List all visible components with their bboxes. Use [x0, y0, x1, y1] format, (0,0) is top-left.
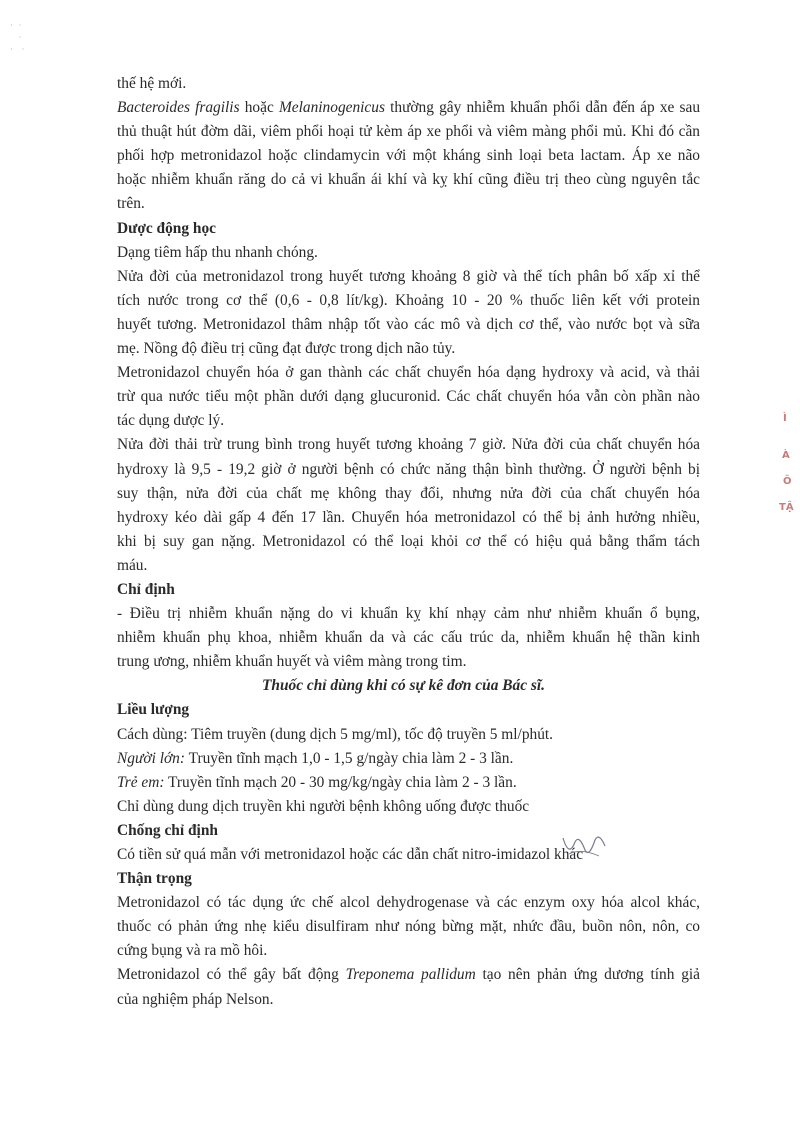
text-line — [117, 458, 700, 482]
text-line — [117, 144, 700, 168]
text-line — [117, 265, 700, 289]
text-line — [117, 72, 700, 96]
text-line — [117, 168, 700, 192]
text-span: trung ương, nhiễm khuẩn huyết và viêm màng trong tim. — [117, 653, 467, 671]
text-span: hoặc nhiễm khuẩn răng do cả vi khuẩn ái khí và kỵ khí cũng điều trị theo cùng nguyên tắc — [117, 171, 700, 189]
text-line — [117, 337, 700, 361]
text-span: của nghiệm pháp Nelson. — [117, 990, 274, 1008]
text-span: Thuốc chỉ dùng khi có sự kê đơn của Bác sĩ. — [262, 677, 545, 695]
text-span: thủ thuật hút đờm dãi, viêm phổi hoại tử kèm áp xe phổi và viêm màng phổi mủ. Khi đó cần — [117, 123, 700, 141]
section-heading — [117, 578, 700, 602]
text-line — [117, 433, 700, 457]
text-span: Metronidazol có thể gây bất động — [117, 966, 346, 984]
text-line — [117, 626, 700, 650]
section-heading — [117, 698, 700, 722]
text-span: Cách dùng: Tiêm truyền (dung dịch 5 mg/ml), tốc độ truyền 5 ml/phút. — [117, 725, 554, 743]
text-line — [117, 723, 700, 747]
text-line — [117, 409, 700, 433]
text-line — [117, 241, 700, 265]
text-span: huyết tương. Metronidazol thâm nhập tốt vào các mô và dịch cơ thể, vào nước bọt và sữa — [117, 315, 700, 333]
document-body — [117, 72, 700, 1012]
text-line — [117, 963, 700, 987]
text-line — [117, 313, 700, 337]
text-line — [117, 530, 700, 554]
section-heading — [117, 217, 700, 241]
stamp-mark-1: Ì — [783, 413, 787, 424]
text-line — [117, 361, 700, 385]
italic-text: Người lớn: — [117, 749, 186, 767]
text-line — [117, 795, 700, 819]
text-span: Chống chỉ định — [117, 821, 218, 839]
text-span: thuốc có phản ứng nhẹ kiểu disulfiram như nóng bừng mặt, nhức đầu, buồn nôn, nôn, co — [117, 918, 700, 936]
italic-text: Trẻ em: — [117, 773, 165, 791]
text-span: hydroxy kéo dài gấp 4 đến 17 lần. Chuyển hóa metronidazol có thể bị ảnh hưởng nhiều, — [117, 508, 700, 526]
text-span: thường gây nhiễm khuẩn phổi dẫn đến áp xe sau — [384, 99, 701, 117]
text-span: thế hệ mới. — [117, 75, 187, 92]
text-line — [117, 771, 700, 795]
text-span: Metronidazol có tác dụng ức chế alcol dehydrogenase và các enzym oxy hóa alcol khác, — [117, 894, 700, 912]
text-line — [117, 891, 700, 915]
text-span: cứng bụng và ra mồ hôi. — [117, 942, 268, 960]
text-span: Truyền tĩnh mạch 1,0 - 1,5 g/ngày chia làm 2 - 3 lần. — [185, 749, 514, 767]
text-span: Chỉ định — [117, 580, 175, 598]
text-span: - Điều trị nhiễm khuẩn nặng do vi khuẩn kỵ khí nhạy cảm như nhiễm khuẩn ổ bụng, — [117, 605, 700, 623]
italic-text: Bacteroides fragilis — [117, 99, 240, 117]
text-span: Metronidazol chuyển hóa ở gan thành các chất chuyển hóa dạng hydroxy và acid, và thải — [117, 364, 700, 382]
text-line — [117, 506, 700, 530]
stamp-mark-2: À — [782, 450, 790, 461]
text-span: Có tiền sử quá mẫn với metronidazol hoặc các dẫn chất nitro-imidazol khác — [117, 846, 584, 863]
text-line — [117, 939, 700, 963]
text-line — [117, 289, 700, 313]
prescription-notice — [117, 674, 700, 698]
text-span: Chỉ dùng dung dịch truyền khi người bệnh không uống được thuốc — [117, 797, 530, 815]
text-line — [117, 385, 700, 409]
text-span: Nửa đời của metronidazol trong huyết tương khoảng 8 giờ và thể tích phân bố xấp xỉ thể — [117, 267, 700, 285]
text-span: Nửa đời thải trừ trung bình trong huyết tương khoảng 7 giờ. Nửa đời của chất chuyển hóa — [117, 436, 700, 454]
italic-text: Melaninogenicus — [278, 99, 385, 117]
text-span: mẹ. Nồng độ điều trị cũng đạt được trong dịch não tủy. — [117, 340, 456, 358]
text-span: Thận trọng — [117, 870, 192, 888]
text-line — [117, 988, 700, 1012]
text-span: hydroxy là 9,5 - 19,2 giờ ở người bệnh có chức năng thận bình thường. Ở người bệnh bị — [117, 460, 700, 478]
text-line — [117, 482, 700, 506]
text-span: Dược động học — [117, 219, 216, 237]
text-span: khi bị suy gan nặng. Metronidazol có thể loại khỏi cơ thể có hiệu quả bằng thẩm tách — [117, 532, 700, 550]
text-line — [117, 96, 700, 120]
text-span: tích nước trong cơ thể (0,6 - 0,8 lít/kg). Khoảng 10 - 20 % thuốc liên kết với protein — [117, 291, 700, 309]
italic-text: Treponema pallidum — [345, 966, 476, 984]
text-line — [117, 602, 700, 626]
text-line — [117, 747, 700, 771]
text-span: Liều lượng — [117, 701, 190, 719]
text-span: Dạng tiêm hấp thu nhanh chóng. — [117, 243, 318, 261]
text-line — [117, 120, 700, 144]
text-span: suy thận, nửa đời của chất mẹ không thay đổi, nhưng nửa đời của chất chuyển hóa — [117, 484, 700, 502]
handwritten-signature — [555, 828, 615, 868]
stamp-mark-3: Ô — [783, 476, 792, 487]
text-span: nhiễm khuẩn phụ khoa, nhiễm khuẩn da và các cấu trúc da, nhiễm khuẩn hệ thần kinh — [117, 629, 700, 647]
stamp-mark-4: TẬ — [779, 502, 794, 513]
text-line — [117, 192, 700, 216]
text-span: hoặc — [239, 99, 279, 117]
text-span: phối hợp metronidazol hoặc clindamycin với một kháng sinh loại beta lactam. Áp xe não — [117, 147, 700, 165]
text-span: máu. — [117, 556, 148, 574]
text-line — [117, 650, 700, 674]
text-span: Truyền tĩnh mạch 20 - 30 mg/kg/ngày chia làm 2 - 3 lần. — [164, 773, 517, 791]
text-span: tạo nên phản ứng dương tính giả — [475, 966, 701, 984]
section-heading — [117, 867, 700, 891]
text-span: trên. — [117, 195, 145, 213]
text-span: trừ qua nước tiểu một phần dưới dạng glucuronid. Các chất chuyển hóa vẫn còn phần nào — [117, 388, 700, 406]
text-span: tác dụng dược lý. — [117, 412, 225, 430]
text-line — [117, 554, 700, 578]
text-line — [117, 915, 700, 939]
scan-speck-marks: · · · · · — [10, 21, 25, 55]
